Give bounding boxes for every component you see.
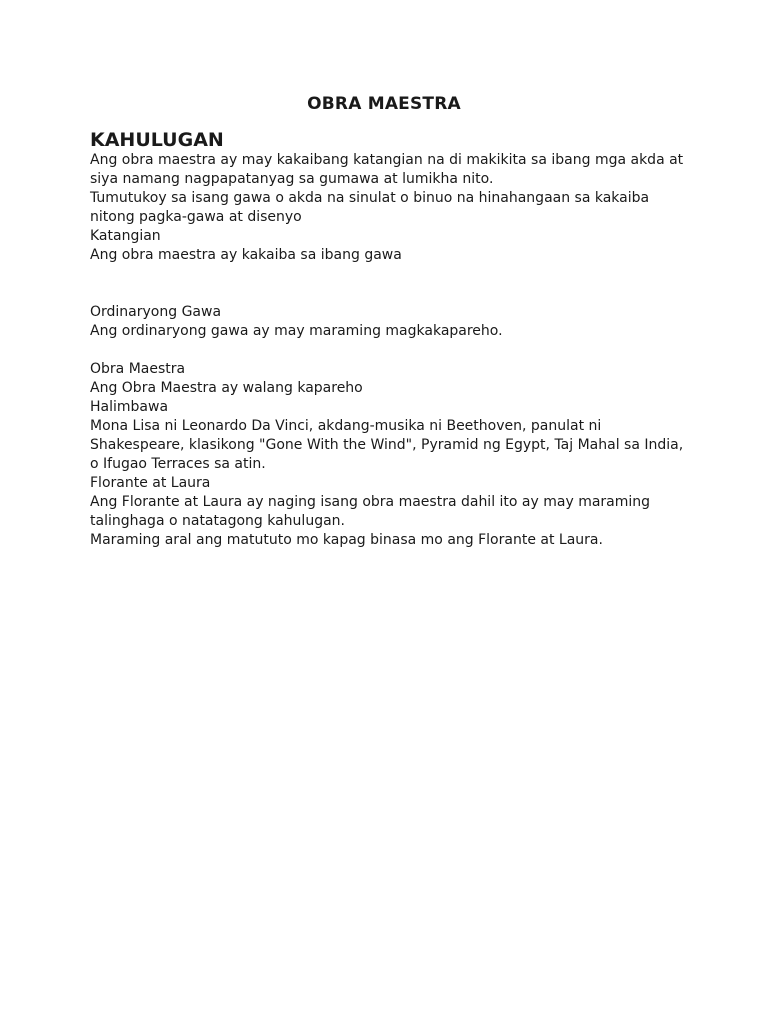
body-line: Ang obra maestra ay may kakaibang katangian na di makikita sa ibang mga akda at (90, 152, 684, 168)
body-line: Mona Lisa ni Leonardo Da Vinci, akdang-musika ni Beethoven, panulat ni (90, 418, 602, 434)
body-line: Ordinaryong Gawa (90, 304, 222, 320)
blank-line (90, 284, 690, 303)
body-line: Ang obra maestra ay kakaiba sa ibang gawa (90, 247, 402, 263)
body-line: Ang ordinaryong gawa ay may maraming magkakapareho. (90, 323, 503, 339)
body-line: siya namang nagpapatanyag sa gumawa at lumikha nito. (90, 171, 494, 187)
blank-line (90, 341, 690, 360)
body-line: Tumutukoy sa isang gawa o akda na sinulat o binuo na hinahangaan sa kakaiba (90, 190, 650, 206)
body-line: Obra Maestra (90, 361, 186, 377)
blank-line (90, 265, 690, 284)
body-line: Florante at Laura (90, 475, 211, 491)
section-heading: KAHULUGAN (90, 129, 224, 151)
body-line: Ang Florante at Laura ay naging isang obra maestra dahil ito ay may maraming (90, 494, 651, 510)
body-line: Katangian (90, 228, 161, 244)
body-line: nitong pagka-gawa at disenyo (90, 209, 302, 225)
document-title: OBRA MAESTRA (307, 94, 461, 114)
document-body (90, 151, 690, 550)
body-line: Ang Obra Maestra ay walang kapareho (90, 380, 363, 396)
body-line: Maraming aral ang matututo mo kapag binasa mo ang Florante at Laura. (90, 532, 603, 548)
body-line: o Ifugao Terraces sa atin. (90, 456, 266, 472)
body-line: talinghaga o natatagong kahulugan. (90, 513, 345, 529)
body-line: Shakespeare, klasikong "Gone With the Wind", Pyramid ng Egypt, Taj Mahal sa India, (90, 437, 684, 453)
body-line: Halimbawa (90, 399, 169, 415)
